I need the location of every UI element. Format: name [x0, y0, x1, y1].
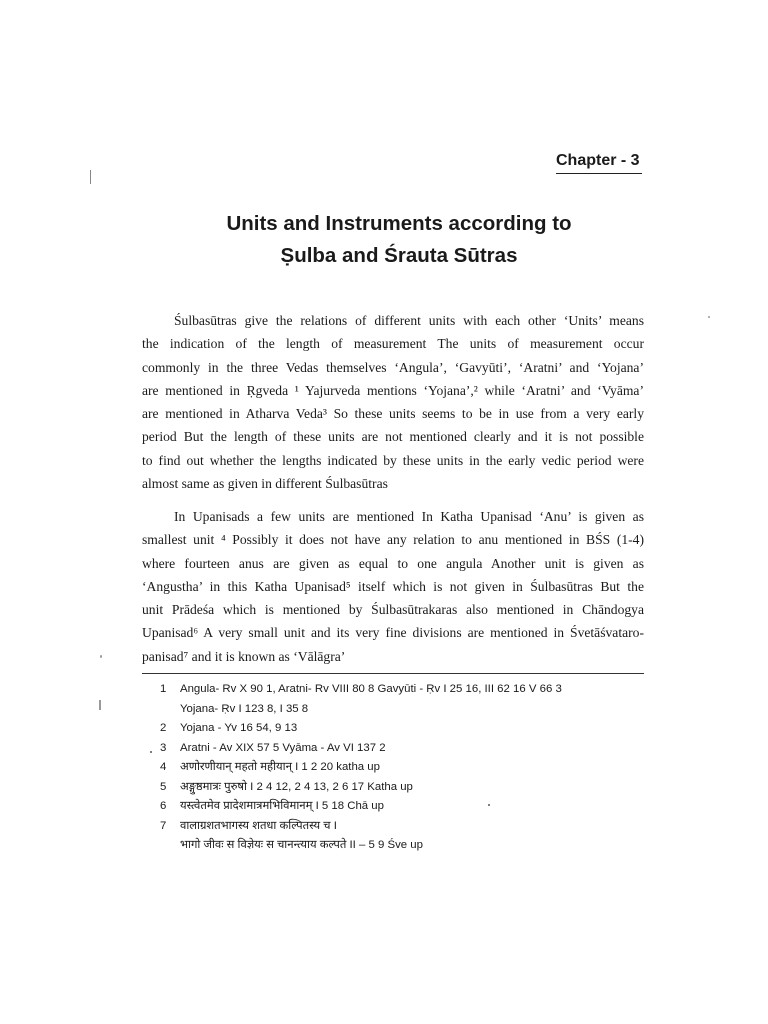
footnote-4	[160, 758, 650, 778]
scan-speck	[100, 655, 102, 658]
paragraph-line: almost same as given in different Śulbasūtras	[142, 476, 388, 492]
paragraph-line: In Upanisads a few units are mentioned In Katha Upanisad ‘Anu’ is given as	[174, 509, 644, 524]
scan-speck	[488, 804, 490, 806]
footnote-number: 1	[160, 683, 167, 695]
footnote-number: 3	[160, 741, 167, 754]
paragraph-line: unit Prādeśa which is mentioned by Śulbasūtrakaras also mentioned in Chāndogya	[142, 602, 644, 618]
footnote-text: Angula- Rv X 90 1, Aratni- Rv VIII 80 8 Gavyūti - Ṛv I 25 16, III 62 16 V 66 3	[180, 683, 562, 695]
footnote-text: अङ्गुष्ठमात्रः पुरुषो I 2 4 12, 2 4 13, 2 6 17 Katha up	[180, 780, 413, 793]
scan-speck	[150, 751, 152, 753]
footnote-3	[160, 739, 650, 759]
chapter-underline	[556, 173, 642, 174]
footnote-5	[160, 778, 650, 798]
footnote-2	[160, 719, 650, 739]
footnote-7	[160, 817, 650, 837]
scan-speck	[90, 170, 91, 184]
paragraph-line: are mentioned in Atharva Veda³ So these units seems to be in use from a very early	[142, 406, 644, 422]
footnote-number: 5	[160, 780, 167, 793]
footnote-text: Aratni - Av XIX 57 5 Vyāma - Av VI 137 2	[180, 741, 386, 754]
footnote-text: अणोरणीयान् महतो महीयान् I 1 2 20 katha up	[180, 761, 380, 773]
paragraph-line: smallest unit ⁴ Possibly it does not have any relation to anu mentioned in BŚS (1-4)	[142, 532, 644, 548]
footnote-continuation: भागो जीवः स विज्ञेयः स चानन्त्याय कल्पते II – 5 9 Śve up	[180, 839, 423, 851]
paragraph-line: to find out whether the lengths indicated by these units in the early vedic period were	[142, 452, 644, 468]
chapter-title-line-1: Units and Instruments according to	[226, 212, 572, 235]
footnote-number: 6	[160, 800, 167, 812]
paragraph-line: where fourteen anus are given as equal to one angula Another unit is given as	[142, 555, 644, 571]
paragraph-line: the indication of the length of measurement The units of measurement occur	[142, 336, 644, 352]
footnote-text: यस्त्वेतमेव प्रादेशमात्रमभिविमानम् I 5 18 Chā up	[180, 800, 384, 812]
footnote-text: Yojana - Yv 16 54, 9 13	[180, 722, 298, 734]
paragraph-units-in-vedas	[142, 309, 644, 495]
paragraph-line: are mentioned in Ṛgveda ¹ Yajurveda mentions ‘Yojana’,² while ‘Aratni’ and ‘Vyāma’	[142, 382, 644, 398]
footnote-text: वालाग्रशतभागस्य शतधा कल्पितस्य च I	[180, 819, 337, 832]
footnote-6	[160, 797, 650, 817]
footnote-number: 2	[160, 722, 167, 734]
footnote-number: 7	[160, 819, 167, 832]
footnote-number: 4	[160, 761, 167, 773]
paragraph-line: Upanisad⁶ A very small unit and its very fine divisions are mentioned in Śvetāśvataro-	[142, 625, 644, 641]
paragraph-line: commonly in the three Vedas themselves ‘Angula’, ‘Gavyūti’, ‘Aratni’ and ‘Yojana’	[142, 359, 644, 375]
paragraph-units-in-upanisads	[142, 505, 644, 668]
footnote-1	[160, 680, 650, 700]
paragraph-line: panisad⁷ and it is known as ‘Vālāgra’	[142, 648, 346, 664]
chapter-title-line-2: Ṣulba and Śrauta Sūtras	[280, 244, 518, 267]
footnotes	[160, 680, 650, 856]
chapter-label: Chapter - 3	[556, 152, 640, 169]
footnote-continuation: Yojana- Ṛv I 123 8, I 35 8	[180, 702, 309, 715]
scan-speck	[708, 316, 710, 318]
paragraph-line: Śulbasūtras give the relations of different units with each other ‘Units’ means	[174, 313, 644, 328]
footnote-separator	[142, 673, 644, 674]
paragraph-line: ‘Angustha’ in this Katha Upanisad⁵ itself which is not given in Śulbasūtras But the	[142, 578, 644, 594]
scan-speck	[99, 700, 101, 710]
paragraph-line: period But the length of these units are not mentioned clearly and it is not possible	[142, 429, 644, 445]
